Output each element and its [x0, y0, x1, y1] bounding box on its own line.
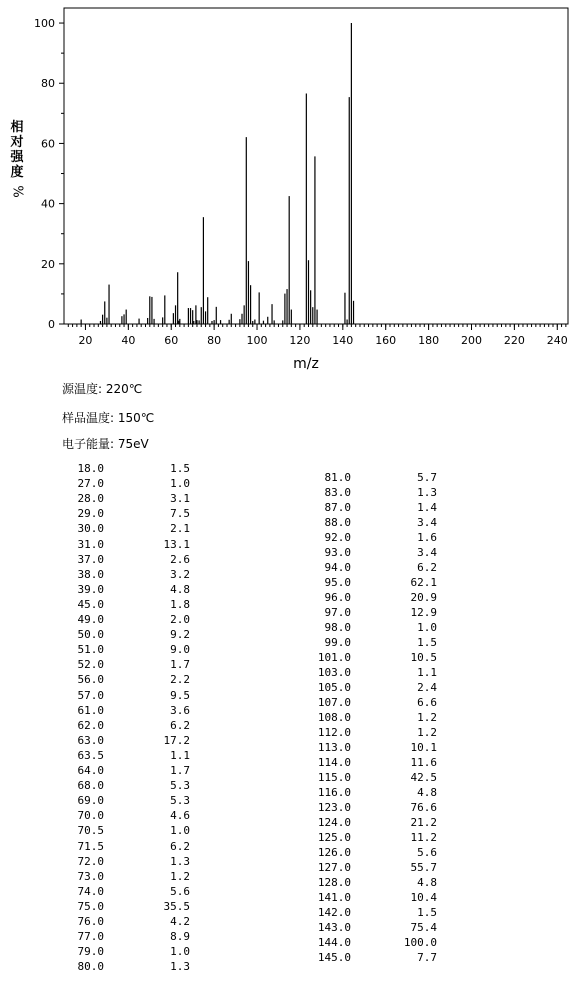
mass-spectrum-chart [0, 0, 570, 380]
mz-value: 127.0 [317, 861, 351, 874]
x-tick-label: 140 [332, 334, 354, 347]
abundance-value: 42.5 [410, 771, 437, 784]
mz-value: 79.0 [77, 945, 104, 959]
source-temperature: 源温度: 220℃ [62, 382, 143, 396]
mz-value: 72.0 [77, 854, 104, 868]
mz-value: 98.0 [324, 621, 351, 634]
y-tick-label: 20 [41, 257, 55, 271]
abundance-value: 10.5 [410, 651, 437, 664]
mz-value: 51.0 [77, 643, 104, 657]
mz-value: 30.0 [77, 522, 104, 536]
abundance-value: 4.2 [170, 915, 190, 928]
abundance-value: 11.6 [410, 756, 437, 769]
abundance-value: 21.2 [410, 816, 437, 829]
mz-value: 80.0 [77, 960, 104, 974]
mz-value: 83.0 [324, 486, 351, 499]
abundance-value: 1.3 [170, 854, 190, 868]
mz-value: 71.5 [77, 839, 104, 853]
abundance-value: 3.4 [417, 516, 437, 529]
mz-value: 28.0 [77, 492, 104, 506]
x-tick-label: 40 [121, 334, 136, 347]
mz-value: 52.0 [77, 658, 104, 672]
abundance-value: 5.7 [417, 471, 437, 484]
abundance-value: 6.2 [170, 839, 190, 853]
mz-value: 81.0 [324, 471, 351, 484]
abundance-value: 2.4 [417, 681, 437, 694]
abundance-value: 4.6 [170, 809, 190, 823]
abundance-value: 1.2 [417, 726, 437, 739]
mz-value: 112.0 [317, 726, 351, 739]
mz-value: 75.0 [77, 899, 104, 913]
abundance-value: 4.8 [170, 582, 190, 596]
y-axis-label-text: 相对强度 [10, 120, 24, 180]
abundance-value: 3.2 [170, 567, 190, 581]
x-tick-label: 120 [289, 334, 311, 347]
mz-value: 105.0 [317, 681, 351, 694]
y-axis-label [8, 120, 26, 199]
mz-value: 88.0 [324, 516, 351, 529]
sample-temperature: 样品温度: 150℃ [62, 411, 155, 425]
x-tick-label: 160 [375, 334, 397, 347]
x-tick-label: 180 [418, 334, 440, 347]
mz-value: 108.0 [317, 711, 351, 724]
mz-value: 142.0 [317, 906, 351, 919]
abundance-value: 3.4 [417, 546, 437, 559]
abundance-value: 1.0 [170, 824, 190, 838]
abundance-value: 2.1 [170, 522, 190, 536]
x-tick-label: 220 [503, 334, 525, 347]
abundance-value: 3.1 [170, 492, 190, 506]
abundance-value: 5.3 [170, 794, 190, 808]
mz-value: 27.0 [77, 477, 104, 491]
x-tick-label: 100 [246, 334, 268, 347]
peak-table-right [307, 471, 457, 971]
mz-value: 76.0 [77, 915, 104, 928]
mz-value: 124.0 [317, 816, 351, 829]
mz-value: 114.0 [317, 756, 351, 769]
abundance-value: 9.2 [170, 628, 190, 642]
abundance-value: 7.7 [417, 951, 437, 964]
abundance-value: 1.0 [170, 945, 190, 959]
mz-value: 87.0 [324, 501, 351, 514]
mz-value: 77.0 [77, 930, 104, 944]
abundance-value: 3.6 [170, 703, 190, 717]
x-tick-label: 240 [546, 334, 568, 347]
y-tick-label: 100 [34, 17, 55, 31]
abundance-value: 1.1 [417, 666, 437, 679]
mz-value: 49.0 [77, 613, 104, 626]
mz-value: 39.0 [77, 582, 104, 596]
y-tick-label: 0 [48, 318, 55, 331]
mz-value: 101.0 [317, 651, 351, 664]
abundance-value: 9.0 [170, 643, 190, 657]
plot-frame [64, 8, 568, 324]
abundance-value: 17.2 [163, 733, 190, 747]
abundance-value: 1.2 [417, 711, 437, 724]
abundance-value: 1.7 [170, 658, 190, 672]
abundance-value: 75.4 [410, 921, 437, 934]
abundance-value: 76.6 [410, 801, 437, 814]
mz-value: 107.0 [317, 696, 351, 709]
abundance-value: 1.8 [170, 597, 190, 611]
mz-value: 50.0 [77, 628, 104, 642]
abundance-value: 1.5 [417, 906, 437, 919]
abundance-value: 1.5 [417, 636, 437, 649]
abundance-value: 100.0 [403, 936, 437, 949]
mz-value: 94.0 [324, 561, 351, 574]
mz-value: 70.5 [77, 824, 104, 838]
mz-value: 37.0 [77, 552, 104, 566]
mz-value: 128.0 [317, 876, 351, 889]
mz-value: 126.0 [317, 846, 351, 859]
abundance-value: 9.5 [170, 688, 190, 702]
abundance-value: 13.1 [163, 537, 190, 551]
mz-value: 141.0 [317, 891, 351, 904]
mz-value: 57.0 [77, 688, 104, 702]
mz-value: 93.0 [324, 546, 351, 559]
mz-value: 64.0 [77, 764, 104, 777]
mz-value: 29.0 [77, 507, 104, 521]
peak-table-left [60, 462, 200, 982]
abundance-value: 10.1 [410, 741, 437, 754]
abundance-value: 5.3 [170, 779, 190, 793]
x-tick-label: 80 [207, 334, 222, 347]
mz-value: 103.0 [317, 666, 351, 679]
abundance-value: 62.1 [410, 576, 437, 589]
abundance-value: 6.2 [170, 718, 190, 732]
x-tick-label: 20 [78, 334, 93, 347]
abundance-value: 1.3 [417, 486, 437, 499]
mz-value: 69.0 [77, 794, 104, 808]
mz-value: 143.0 [317, 921, 351, 934]
abundance-value: 1.0 [170, 477, 190, 491]
abundance-value: 1.4 [417, 501, 437, 514]
abundance-value: 7.5 [170, 507, 190, 521]
abundance-value: 2.2 [170, 673, 190, 687]
abundance-value: 35.5 [163, 899, 190, 913]
abundance-value: 8.9 [170, 930, 190, 944]
abundance-value: 1.0 [417, 621, 437, 634]
mz-value: 61.0 [77, 703, 104, 717]
mz-value: 115.0 [317, 771, 351, 784]
abundance-value: 1.5 [170, 462, 190, 475]
abundance-value: 2.0 [170, 613, 190, 626]
y-tick-label: 80 [41, 77, 55, 91]
mz-value: 74.0 [77, 884, 104, 898]
mz-value: 62.0 [77, 718, 104, 732]
abundance-value: 11.2 [410, 831, 437, 844]
abundance-value: 5.6 [170, 884, 190, 898]
mz-value: 63.5 [77, 748, 104, 762]
mz-value: 116.0 [317, 786, 351, 799]
abundance-value: 1.7 [170, 764, 190, 777]
mz-value: 125.0 [317, 831, 351, 844]
abundance-value: 4.8 [417, 876, 437, 889]
abundance-value: 12.9 [410, 606, 437, 619]
mz-value: 70.0 [77, 809, 104, 823]
abundance-value: 1.6 [417, 531, 437, 544]
mz-value: 45.0 [77, 597, 104, 611]
mz-value: 144.0 [317, 936, 351, 949]
abundance-value: 1.3 [170, 960, 190, 974]
mz-value: 145.0 [317, 951, 351, 964]
abundance-value: 10.4 [410, 891, 437, 904]
mz-value: 56.0 [77, 673, 104, 687]
abundance-value: 2.6 [170, 552, 190, 566]
y-axis-unit: % [9, 185, 25, 198]
abundance-value: 1.2 [170, 869, 190, 883]
abundance-value: 5.6 [417, 846, 437, 859]
x-tick-label: 200 [460, 334, 482, 347]
mz-value: 31.0 [77, 537, 104, 551]
x-tick-label: 60 [164, 334, 179, 347]
abundance-value: 6.2 [417, 561, 437, 574]
x-axis-label: m/z [293, 356, 319, 372]
mz-value: 63.0 [77, 733, 104, 747]
abundance-value: 20.9 [410, 591, 437, 604]
mz-value: 38.0 [77, 567, 104, 581]
abundance-value: 1.1 [170, 748, 190, 762]
mz-value: 92.0 [324, 531, 351, 544]
y-tick-label: 40 [41, 197, 55, 211]
mz-value: 113.0 [317, 741, 351, 754]
mz-value: 95.0 [324, 576, 351, 589]
mz-value: 97.0 [324, 606, 351, 619]
mz-value: 68.0 [77, 779, 104, 793]
y-tick-label: 60 [41, 137, 55, 151]
mz-value: 96.0 [324, 591, 351, 604]
abundance-value: 4.8 [417, 786, 437, 799]
abundance-value: 6.6 [417, 696, 437, 709]
abundance-value: 55.7 [410, 861, 437, 874]
mz-value: 73.0 [77, 869, 104, 883]
electron-energy: 电子能量: 75eV [62, 437, 149, 451]
mz-value: 123.0 [317, 801, 351, 814]
mz-value: 99.0 [324, 636, 351, 649]
mz-value: 18.0 [77, 462, 104, 475]
